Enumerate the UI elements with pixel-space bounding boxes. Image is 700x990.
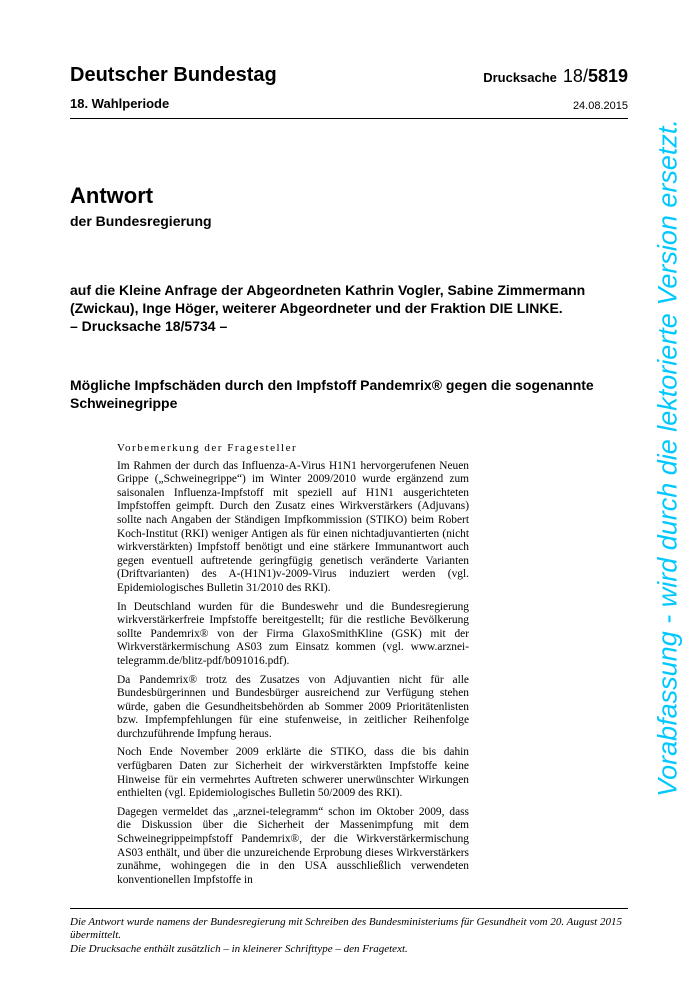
document-title: Antwort	[70, 183, 154, 208]
topic-heading: Mögliche Impfschäden durch den Impfstoff Pandemrix® gegen die sogenannte Schweinegrippe	[70, 377, 594, 411]
document-subtitle: der Bundesregierung	[70, 213, 212, 229]
body-paragraph: Im Rahmen der durch das Influenza-A-Virus H1N1 hervorgerufenen Neuen Grippe („Schweinegrippe“) im Winter 2009/2010 wurde ergänzend zum saisonalen Influenza-Impfstoff mit speziell auf H1N1 ausgerichteten Impfstoffen geimpft. Durch den Zusatz eines Wirkverstärkers (Adjuvans) sollte nach Angaben der Ständigen Impfkommission (STIKO) beim Robert Koch-Institut (RKI) weniger Antigen als für einen nichtadjuvantierten (nicht wirkverstärkten) Impfstoff benötigt und eine stärkere Immunantwort auch gegen eventuell auftretende geringfügig genetisch veränderte Varianten (Driftvarianten) des A-(H1N1)v-2009-Virus induziert werden (vgl. Epidemiologisches Bulletin 31/2010 des RKI).	[117, 459, 469, 594]
drucksache-prefix: 18/	[562, 66, 588, 86]
election-period: 18. Wahlperiode	[70, 96, 170, 111]
body-paragraph: Noch Ende November 2009 erklärte die STIKO, dass die bis dahin verfügbaren Daten zur Sicherheit der wirkverstärkten Impfstoffe keine Hinweise für ein vermehrtes Auftreten schwerer unerwünschter Wirkungen enthielten (vgl. Epidemiologisches Bulletin 50/2009 des RKI).	[117, 746, 469, 800]
preliminary-remarks	[117, 442, 469, 892]
inquiry-line: (Zwickau), Inge Höger, weiterer Abgeordneter und der Fraktion DIE LINKE.	[70, 300, 563, 316]
inquiry-line: – Drucksache 18/5734 –	[70, 318, 228, 334]
footer-divider	[70, 908, 628, 909]
drucksache-label: Drucksache	[483, 70, 557, 85]
drucksache-number	[483, 66, 628, 87]
body-paragraph: Dagegen vermeldet das „arznei-telegramm“ schon im Oktober 2009, dass die Diskussion über die Sicherheit der Massenimpfung mit dem Schweinegrippeimpfstoff Pandemrix®, der die Wirkverstärkermischung AS03 enthält, und über die unzureichende Erprobung dieses Wirkverstärkers zunähme, wohingegen die in den USA ausschließlich verwendeten konventionellen Impfstoffe in	[117, 805, 469, 886]
inquiry-line: auf die Kleine Anfrage der Abgeordneten Kathrin Vogler, Sabine Zimmermann	[70, 282, 586, 298]
document-date: 24.08.2015	[572, 100, 628, 112]
footnote-line: Die Drucksache enthält zusätzlich – in kleinerer Schrifttype – den Fragetext.	[70, 943, 408, 955]
body-paragraph: Da Pandemrix® trotz des Zusatzes von Adjuvantien nicht für alle Bundesbürgerinnen und Bundesbürger ausreichend zur Verfügung stehen würde, gaben die Gesundheitsbehörden ab Sommer 2009 Prioritätenlisten bzw. Impfempfehlungen für eine stufenweise, in zeitlicher Reihenfolge durchzuführende Impfung heraus.	[117, 673, 469, 740]
drucksache-id: 5819	[587, 66, 628, 86]
section-heading: Vorbemerkung der Fragesteller	[117, 442, 298, 454]
footnote	[70, 916, 640, 957]
header-divider	[70, 118, 628, 119]
footnote-line: Die Antwort wurde namens der Bundesregierung mit Schreiben des Bundesministeriums für Gesundheit vom 20. August 2015 übermittelt.	[70, 916, 622, 941]
institution-title: Deutscher Bundestag	[70, 64, 277, 86]
inquiry-reference	[70, 281, 640, 335]
body-paragraph: In Deutschland wurden für die Bundeswehr und die Bundesregierung wirkverstärkerfreie Impfstoffe bereitgestellt; für die restliche Bevölkerung sollte Pandemrix® von der Firma GlaxoSmithKline (GSK) mit der Wirkverstärkermischung AS03 zum Einsatz kommen (vgl. www.arznei-telegramm.de/blitz-pdf/b091016.pdf).	[117, 600, 469, 667]
draft-watermark: Vorabfassung - wird durch die lektorierte Version ersetzt.	[652, 119, 683, 797]
